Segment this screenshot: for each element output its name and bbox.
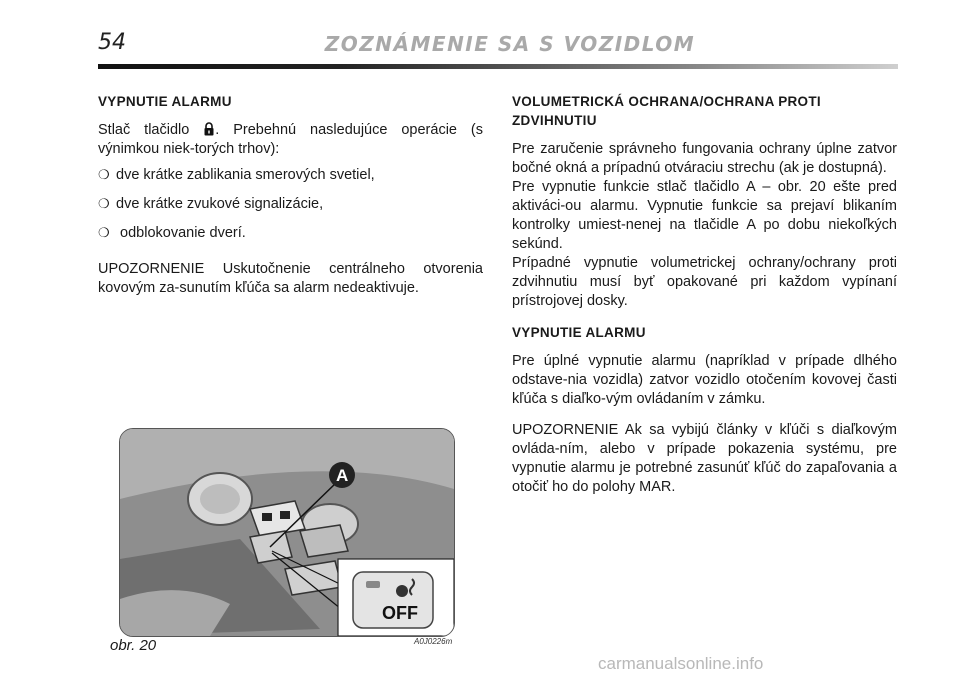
section-heading-disarm: VYPNUTIE ALARMU — [98, 94, 232, 109]
paragraph: Prípadné vypnutie volumetrickej ochrany/ochrany proti zdvihnutiu musí byť opakované pri každom vypínaní prístrojovej dosky. — [512, 255, 897, 309]
figure-caption: obr. 20 — [110, 637, 157, 654]
paragraph: Pre vypnutie funkcie stlač tlačidlo A – obr. 20 ešte pred aktiváci-ou alarmu. Vypnutie funkcie sa prejaví blikaním kontrolky umiest-nenej na tlačidle A po dobu niekoľkých sekúnd. — [512, 179, 897, 252]
off-button-label: OFF — [382, 603, 418, 623]
figure-code: A0J0226m — [414, 637, 453, 646]
intro-paragraph — [98, 121, 483, 159]
operations-list — [98, 165, 483, 243]
section-heading-volumetric: VOLUMETRICKÁ OCHRANA/OCHRANA PROTI ZDVIHNUTIU — [512, 94, 821, 128]
list-item — [98, 194, 483, 214]
page-title: ZOZNÁMENIE SA S VOZIDLOM — [324, 32, 696, 56]
callout-a-label: A — [336, 466, 349, 485]
padlock-icon — [204, 122, 214, 136]
left-column — [98, 92, 483, 298]
list-item-text: dve krátke zablikania smerových svetiel, — [116, 167, 375, 183]
console-illustration — [120, 429, 454, 636]
list-item — [98, 165, 483, 185]
right-column — [512, 92, 897, 497]
section-heading-disarm-full: VYPNUTIE ALARMU — [512, 325, 646, 340]
note-paragraph: UPOZORNENIE Ak sa vybijú články v kľúči s diaľkovým ovláda-ním, alebo v prípade pokazenia systému, pre vypnutie alarmu je potrebné zasunúť kľúč do zapaľovania a otočiť ho do polohy MAR. — [512, 422, 897, 495]
intro-text-before: Stlač tlačidlo — [98, 122, 190, 138]
figure-roof-console — [119, 428, 455, 637]
paragraph: Pre zaručenie správneho fungovania ochrany úplne zatvor bočné okná a prípadnú otváraciu strechu (ak je dostupná). — [512, 141, 897, 176]
list-item-text: dve krátke zvukové signalizácie, — [116, 196, 324, 212]
note-paragraph: UPOZORNENIE Uskutočnenie centrálneho otvorenia kovovým za-sunutím kľúča sa alarm nedeaktivuje. — [98, 261, 483, 296]
page-number: 54 — [98, 30, 126, 55]
intro-text-after: . Prebehnú nasledujúce operácie (s výnimkou niek-torých trhov): — [98, 122, 483, 157]
list-item — [98, 223, 483, 243]
circle-bullet-icon: ❍ — [98, 167, 110, 182]
list-item-text: odblokovanie dverí. — [116, 225, 246, 241]
watermark: carmanualsonline.info — [598, 654, 764, 673]
paragraph: Pre úplné vypnutie alarmu (napríklad v prípade dlhého odstave-nia vozidla) zatvor vozidlo otočením kovovej časti kľúča s diaľko-vým ovládaním v zámku. — [512, 353, 897, 407]
circle-bullet-icon: ❍ — [98, 196, 110, 211]
circle-bullet-icon: ❍ — [98, 225, 110, 240]
header-rule — [98, 64, 898, 69]
